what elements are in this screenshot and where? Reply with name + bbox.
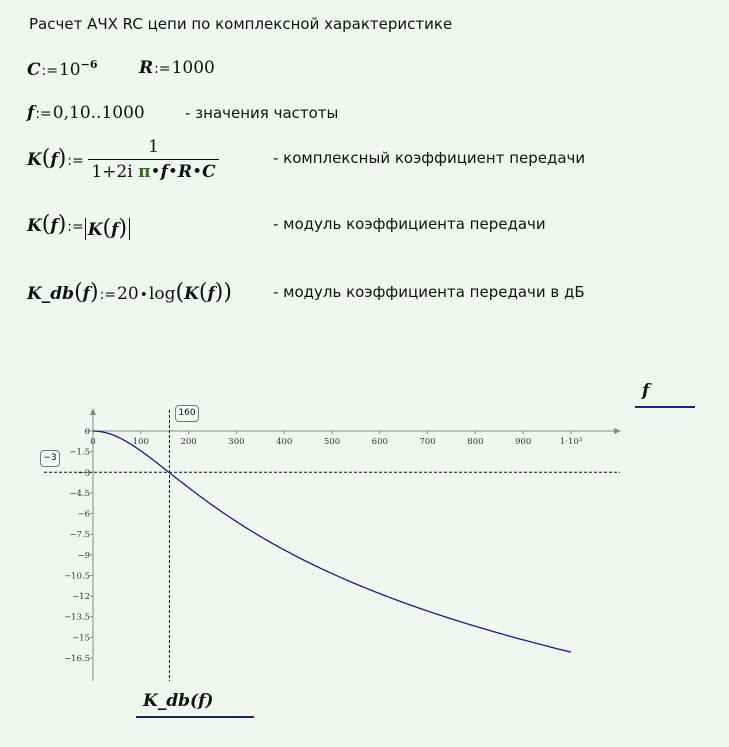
- y-tick-label: −16.5: [63, 654, 90, 664]
- dot-op: •: [150, 162, 161, 182]
- x-axis-expression[interactable]: f: [642, 381, 650, 401]
- x-tick-label: 500: [323, 437, 341, 447]
- kdb-curve: [93, 431, 571, 652]
- y-tick-label: −15: [72, 633, 90, 644]
- marker-y-badge[interactable]: −3: [40, 450, 60, 467]
- x-tick-label: 100: [132, 437, 149, 447]
- assign-op: :=: [99, 287, 117, 303]
- den-c: C: [202, 162, 216, 182]
- eq-kabs-inner: K: [87, 220, 103, 240]
- marker-x-badge[interactable]: 160: [175, 405, 199, 422]
- eq-kabs-name: K: [27, 216, 42, 236]
- y-axis-underline: [136, 716, 254, 718]
- x-axis-underline: [635, 406, 695, 408]
- y-axis-expression[interactable]: K_db(f): [143, 691, 214, 711]
- eq-kdb-log: log: [148, 284, 176, 304]
- y-tick-label: −9: [77, 550, 90, 561]
- eq-r-value: 1000: [171, 58, 215, 78]
- eq-kdb[interactable]: K_db(f):=20•log(K(f)): [27, 280, 232, 305]
- eq-k-numerator: 1: [148, 137, 159, 157]
- eq-kdb-factor: 20: [117, 284, 139, 304]
- eq-kdb-inner: K: [184, 284, 199, 304]
- y-tick-label: −6: [77, 509, 90, 520]
- assign-op: :=: [67, 219, 84, 235]
- x-tick-labels: [90, 437, 582, 447]
- y-tick-label: −10.5: [63, 571, 90, 582]
- den-f: f: [160, 162, 168, 182]
- x-tick-label: 1·10³: [559, 437, 583, 447]
- y-tick-label: −12: [72, 592, 90, 603]
- y-tick-label: −13.5: [63, 612, 90, 623]
- eq-kdb-comment: - модуль коэффициента передачи в дБ: [273, 283, 585, 301]
- plot-axes: [86, 408, 621, 681]
- abs-bars: K(f): [85, 218, 130, 240]
- eq-k-name: K: [27, 150, 42, 170]
- x-tick-label: 800: [467, 437, 484, 447]
- den-a: 1+2i: [91, 162, 133, 182]
- assign-op: :=: [41, 63, 58, 79]
- eq-c-base: 10: [58, 60, 81, 80]
- dot-op: •: [192, 162, 203, 182]
- heading: Расчет АЧХ RC цепи по комплексной характеристике: [29, 15, 453, 33]
- eq-kabs-comment: - модуль коэффициента передачи: [273, 215, 546, 233]
- dot-op: •: [139, 287, 148, 303]
- eq-kdb-name: K_db: [27, 284, 75, 304]
- eq-k-lhs[interactable]: K(f):=: [27, 146, 84, 171]
- y-tick-label: −4.5: [69, 488, 90, 499]
- eq-k-abs[interactable]: K(f):= K(f): [27, 212, 130, 240]
- eq-r-var: R: [139, 58, 154, 78]
- assign-op: :=: [35, 106, 52, 122]
- eq-f-comment: - значения частоты: [185, 104, 339, 122]
- den-pi: π: [138, 162, 151, 182]
- x-tick-label: 700: [419, 437, 436, 447]
- y-tick-label: −7.5: [69, 530, 90, 541]
- assign-op: :=: [67, 153, 84, 169]
- eq-kabs-arg: f: [50, 216, 58, 236]
- den-r: R: [177, 162, 193, 182]
- x-tick-label: 200: [180, 437, 197, 447]
- eq-c-var: C: [27, 60, 41, 80]
- eq-k-arg: f: [50, 150, 58, 170]
- y-axis-arrow: [90, 408, 96, 415]
- eq-kdb-inner-arg: f: [207, 284, 215, 304]
- x-tick-label: 900: [515, 437, 532, 447]
- dot-op: •: [167, 162, 178, 182]
- eq-kabs-inner-arg: f: [111, 220, 119, 240]
- eq-c-exp: −6: [80, 58, 98, 71]
- x-tick-label: 600: [371, 437, 388, 447]
- y-tick-label: −3: [77, 468, 90, 479]
- y-tick-label: 0: [84, 427, 90, 437]
- eq-k-comment: - комплексный коэффициент передачи: [273, 149, 586, 167]
- eq-kdb-arg: f: [82, 284, 90, 304]
- assign-op: :=: [154, 61, 171, 77]
- eq-f-range: 0,10..1000: [52, 103, 145, 123]
- marker-lines: [44, 410, 620, 681]
- x-tick-label: 300: [228, 437, 245, 447]
- eq-f-var: f: [27, 103, 35, 123]
- y-tick-labels: [64, 427, 90, 664]
- x-axis-arrow: [614, 428, 621, 434]
- y-tick-label: −1.5: [69, 447, 90, 458]
- x-tick-label: 400: [276, 437, 293, 447]
- x-tick-label: 0: [90, 437, 96, 447]
